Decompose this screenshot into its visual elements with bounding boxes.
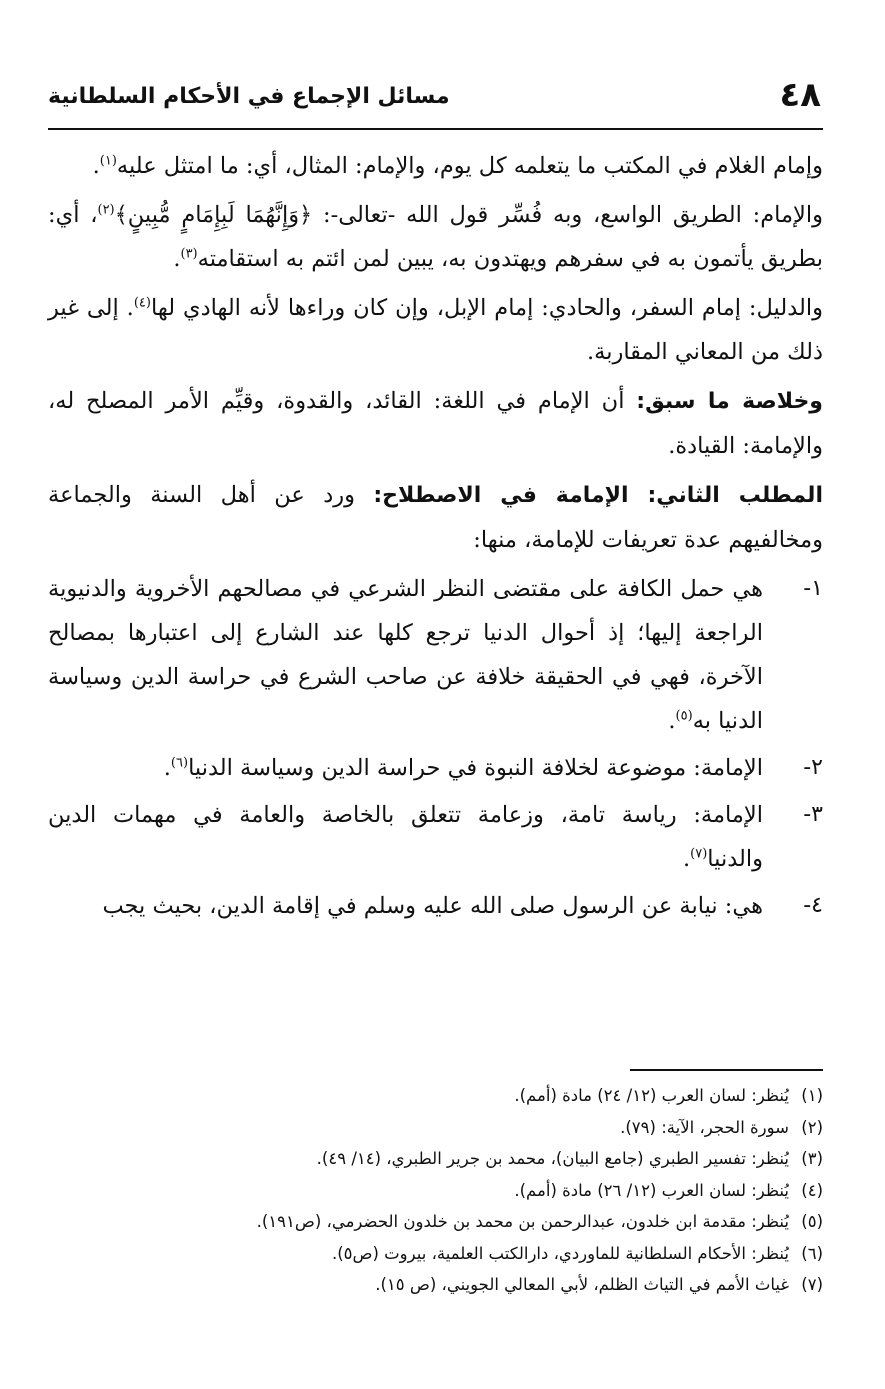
paragraph-text: ، أي: بطريق يأتمون به في سفرهم ويهتدون به، يبين لمن ائتم به استقامته <box>48 202 823 272</box>
footnote <box>48 1143 823 1175</box>
definitions-list <box>48 567 823 928</box>
paragraph-summary <box>48 379 823 468</box>
running-title: مسائل الإجماع في الأحكام السلطانية <box>48 84 450 109</box>
main-text <box>48 144 823 931</box>
paragraph-text: والدليل: إمام السفر، والحادي: إمام الإبل، وإن كان وراءها لأنه الهادي لها <box>150 295 823 321</box>
definition-number: ٤- <box>803 893 823 918</box>
paragraph-imam-road <box>48 193 823 281</box>
paragraph-section-two <box>48 473 823 562</box>
footnote-ref: (٣) <box>180 246 198 262</box>
paragraph-text: . إلى غير ذلك من المعاني المقاربة. <box>48 295 823 365</box>
footnote <box>48 1175 823 1207</box>
definition-end: . <box>683 846 691 872</box>
footnote-text: سورة الحجر، الآية: (٧٩). <box>620 1117 789 1137</box>
footnote <box>48 1238 823 1270</box>
footnote-ref: (٧) <box>690 846 708 862</box>
paragraph-text: . <box>173 246 181 272</box>
paragraph-text: والإمام: الطريق الواسع، وبه فُسِّر قول الله -تعالى-: ﴿وَإِنَّهُمَا لَبِإِمَامٍ مُّبِينٍ﴾ <box>114 202 824 228</box>
summary-heading: وخلاصة ما سبق: <box>636 389 823 414</box>
definition-text: هي: نيابة عن الرسول صلى الله عليه وسلم في إقامة الدين، بحيث يجب <box>102 893 763 919</box>
paragraph-imam-meaning <box>48 144 823 188</box>
definition-text: الإمامة: رياسة تامة، وزعامة تتعلق بالخاصة والعامة في مهمات الدين والدنيا <box>48 802 764 872</box>
definition-text: هي حمل الكافة على مقتضى النظر الشرعي في مصالحهم الأخروية والدنيوية الراجعة إليها؛ إذ أحوال الدنيا ترجع كلها عند الشارع إلى اعتبارها بمصالح الآخرة، فهي في الحقيقة خلافة عن صاحب الشرع في حراسة الدين وسياسة الدنيا به <box>48 576 763 734</box>
paragraph-imam-guide <box>48 286 823 374</box>
section-heading: المطلب الثاني: الإمامة في الاصطلاح: <box>373 483 823 508</box>
footnote-separator <box>630 1069 823 1071</box>
footnote-number: (٧) <box>801 1275 823 1294</box>
footnote-ref: (١) <box>99 153 117 169</box>
footnote <box>48 1080 823 1112</box>
footnote-text: يُنظر: تفسير الطبري (جامع البيان)، محمد بن جرير الطبري، (١٤/ ٤٩). <box>316 1149 789 1168</box>
definition-item <box>48 567 823 743</box>
page-header <box>48 75 823 123</box>
paragraph-text: وإمام الغلام في المكتب ما يتعلمه كل يوم، والإمام: المثال، أي: ما امتثل عليه <box>116 153 823 179</box>
definition-end: . <box>668 708 676 734</box>
definition-number: ٣- <box>803 802 823 827</box>
footnote-number: (٢) <box>801 1117 823 1137</box>
footnote-number: (٣) <box>801 1149 823 1168</box>
footnote <box>48 1112 823 1144</box>
footnotes-list <box>48 1080 823 1301</box>
footnote-text: يُنظر: لسان العرب (١٢/ ٢٦) مادة (أمم). <box>514 1180 789 1200</box>
footnote-text: يُنظر: مقدمة ابن خلدون، عبدالرحمن بن محمد بن خلدون الحضرمي، (ص١٩١). <box>256 1212 789 1231</box>
footnote-text: يُنظر: لسان العرب (١٢/ ٢٤) مادة (أمم). <box>514 1086 789 1105</box>
definition-text: الإمامة: موضوعة لخلافة النبوة في حراسة الدين وسياسة الدنيا <box>188 755 763 781</box>
page-number: ٤٨ <box>779 75 821 115</box>
definition-item <box>48 746 823 790</box>
footnote-ref: (٥) <box>675 708 693 724</box>
definition-end: . <box>163 755 171 781</box>
paragraph-text: أن الإمام في اللغة: القائد، والقدوة، وقيِّم الأمر المصلح له، والإمامة: القيادة. <box>48 388 823 459</box>
footnote <box>48 1269 823 1301</box>
definition-item <box>48 793 823 881</box>
definition-number: ١- <box>803 576 823 601</box>
paragraph-text: ورد عن أهل السنة والجماعة ومخالفيهم عدة تعريفات للإمامة، منها: <box>48 482 823 553</box>
paragraph-text: . <box>92 153 100 179</box>
footnote-number: (٥) <box>801 1212 823 1231</box>
footnote-number: (٤) <box>801 1180 823 1200</box>
definition-item <box>48 884 823 928</box>
footnote-text: يُنظر: الأحكام السلطانية للماوردي، دارالكتب العلمية، بيروت (ص٥). <box>331 1243 789 1263</box>
footnote-number: (١) <box>801 1086 823 1105</box>
header-rule <box>48 128 823 130</box>
footnote-number: (٦) <box>801 1243 823 1263</box>
footnote-text: غياث الأمم في التياث الظلم، لأبي المعالي الجويني، (ص ١٥). <box>375 1275 789 1294</box>
footnote-ref: (٦) <box>170 755 189 771</box>
footnote-ref: (٤) <box>133 295 151 311</box>
footnote-ref: (٢) <box>97 202 115 218</box>
footnote <box>48 1206 823 1238</box>
definition-number: ٢- <box>803 755 823 780</box>
